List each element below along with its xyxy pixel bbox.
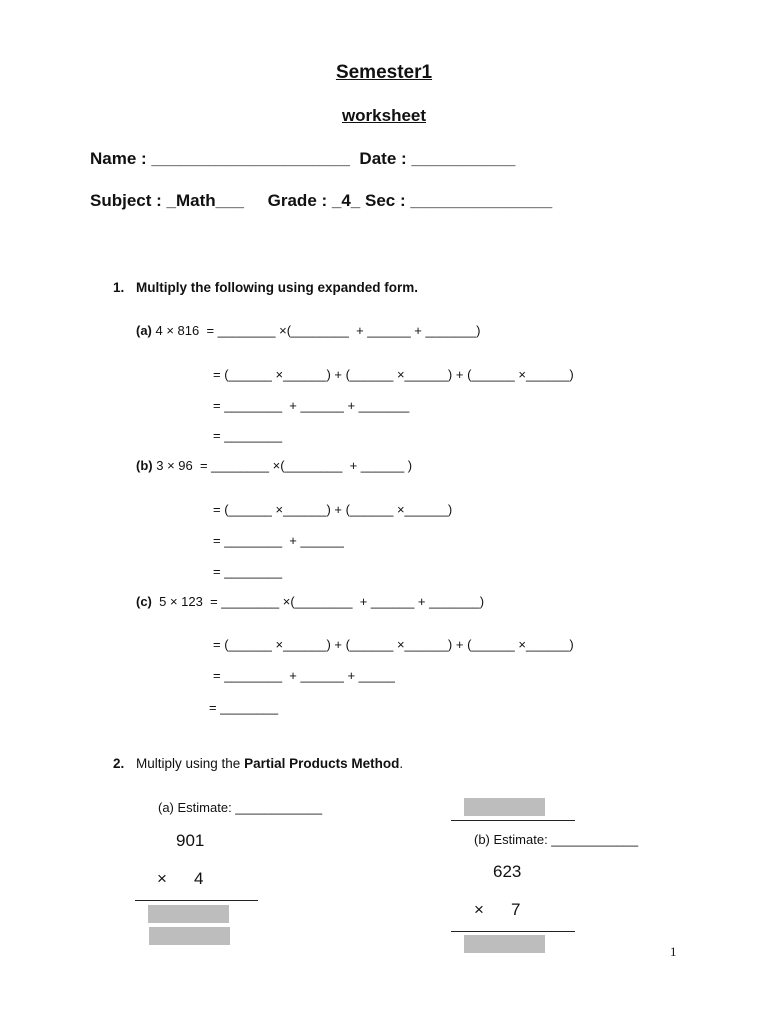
q2b-answer-box <box>464 935 545 953</box>
q2a-answer-rule <box>135 900 258 901</box>
q1b-line4: = ________ <box>213 564 283 579</box>
subject-row <box>90 191 552 211</box>
q1a-expression: 4 × 816 = ________ ×(________ + ______ + _______) <box>151 323 481 338</box>
q2a-top-number: 901 <box>176 831 205 850</box>
date-label: Date : <box>359 149 412 168</box>
q2b-top-rule <box>451 820 575 821</box>
date-blank: ___________ <box>411 149 516 168</box>
q1c-line4: = ________ <box>209 700 279 715</box>
q2a-estimate: (a) Estimate: ____________ <box>158 800 323 815</box>
subject-tail: __ <box>225 191 245 210</box>
q2b-bottom-number: 7 <box>511 900 521 919</box>
q2b-estimate: (b) Estimate: ____________ <box>474 832 639 847</box>
q2-instruction <box>136 756 403 771</box>
page-subtitle: worksheet <box>341 106 427 125</box>
q1c-expression: 5 × 123 = ________ ×(________ + ______ + _______) <box>151 594 485 609</box>
q1a-label: (a) <box>136 323 152 338</box>
name-label: Name : <box>90 149 152 168</box>
subject-value: _Math_ <box>166 191 226 210</box>
q1b-line2: = (______ ×______) + (______ ×______) <box>213 502 453 517</box>
q2a-answer-box-1 <box>148 905 229 923</box>
q1b-expression: 3 × 96 = ________ ×(________ + ______ ) <box>152 458 413 473</box>
name-blank: _____________________ <box>151 149 350 168</box>
q1a-line2: = (______ ×______) + (______ ×______) + (______ ×______) <box>213 367 574 382</box>
q1b-line3: = ________ + ______ <box>213 533 344 548</box>
q1b-line1 <box>136 458 412 473</box>
q1c-label: (c) <box>136 594 152 609</box>
q1a-line3: = ________ + ______ + _______ <box>213 398 410 413</box>
q2-number: 2. <box>113 756 125 771</box>
q1c-line3: = ________ + ______ + _____ <box>213 668 395 683</box>
q1a-line1 <box>136 323 480 338</box>
q2b-top-box <box>464 798 545 816</box>
q2-instruction-post: . <box>399 756 404 771</box>
q1a-line4: = ________ <box>213 428 283 443</box>
q2a-answer-box-2 <box>149 927 230 945</box>
page-title: Semester1 <box>335 62 433 83</box>
q2b-times-sign: × <box>474 900 484 919</box>
page-number: 1 <box>670 944 677 959</box>
q2b-top-number: 623 <box>493 862 522 881</box>
q1c-line1 <box>136 594 484 609</box>
q2a-bottom-number: 4 <box>194 869 204 888</box>
q2-instruction-pre: Multiply using the <box>136 756 245 771</box>
sec-label: Sec : <box>365 191 411 210</box>
q1-number: 1. <box>113 280 125 295</box>
grade-value: _4_ <box>331 191 361 210</box>
grade-label: Grade : <box>267 191 332 210</box>
q2-instruction-bold: Partial Products Method <box>244 756 400 771</box>
sec-blank: _______________ <box>410 191 553 210</box>
q2b-answer-rule <box>451 931 575 932</box>
q1b-label: (b) <box>136 458 153 473</box>
q2a-times-sign: × <box>157 869 167 888</box>
subject-label: Subject : <box>90 191 167 210</box>
name-row <box>90 149 515 169</box>
q1-instruction: Multiply the following using expanded form. <box>136 280 418 295</box>
q1c-line2: = (______ ×______) + (______ ×______) + (______ ×______) <box>213 637 574 652</box>
